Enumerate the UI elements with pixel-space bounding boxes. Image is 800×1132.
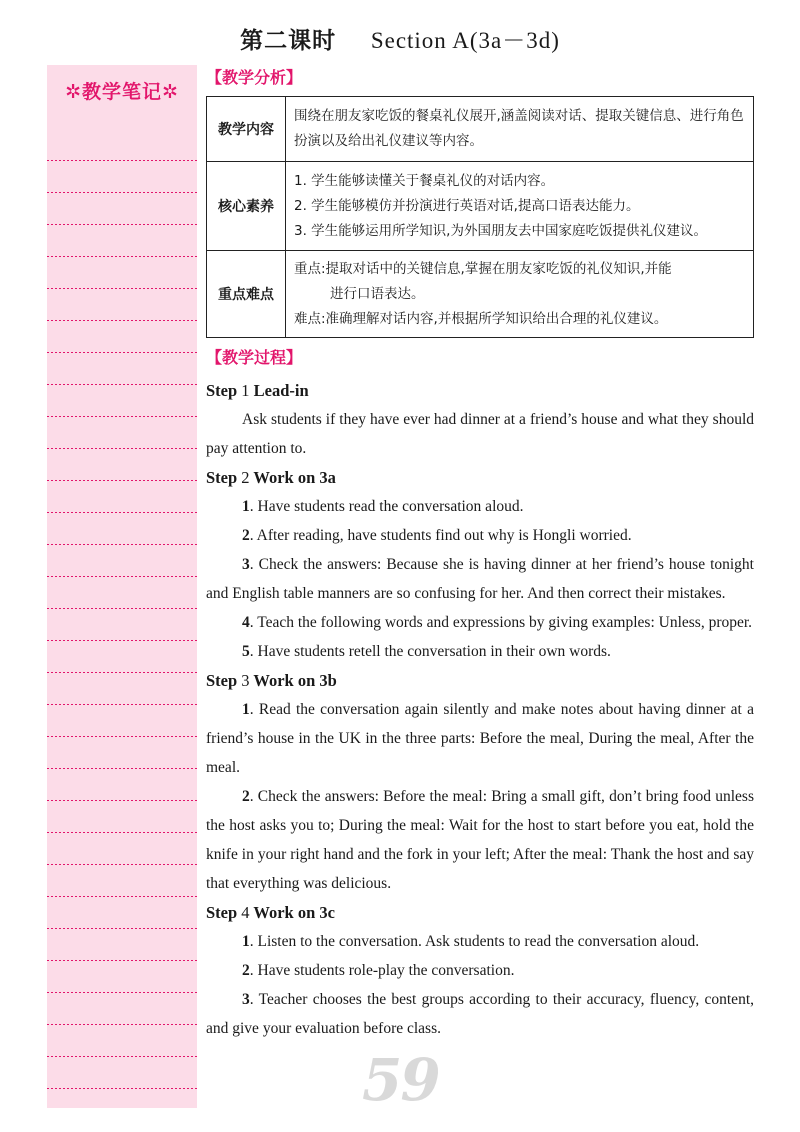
sidebar-title: ✲教学笔记✲ [65, 81, 179, 103]
step-number: 4 [241, 903, 250, 922]
table-row [207, 251, 754, 338]
step-paragraph [206, 405, 754, 463]
item-number: 3 [242, 991, 250, 1008]
item-text: . Check the answers: Before the meal: Bring a small gift, don’t bring food unless the host asks you to; During the meal: Wait for the host to start before you eat, hold the knife in your right hand and the fork in your left; After the meal: Thank the host and say that everything was delicious. [206, 788, 754, 892]
page-title [0, 22, 800, 55]
content-line: 3. 学生能够运用所学知识,为外国朋友去中国家庭吃饭提供礼仪建议。 [294, 222, 707, 239]
item-text: . Check the answers: Because she is having dinner at her friend’s house tonight and English table manners are so confusing for her. And then correct their mistakes. [206, 556, 754, 602]
notes-sidebar [47, 65, 197, 1108]
step-paragraph [206, 608, 754, 637]
process-heading: 【教学过程】 [206, 348, 303, 367]
step-paragraph [206, 985, 754, 1043]
step-word: Step [206, 468, 238, 487]
step-title [206, 376, 754, 405]
item-text: . Teacher chooses the best groups according to their accuracy, fluency, content, and give your evaluation before class. [206, 991, 754, 1037]
content-line: 围绕在朋友家吃饭的餐桌礼仪展开,涵盖阅读对话、提取关键信息、进行角色扮演以及给出礼仪建议等内容。 [294, 108, 744, 149]
item-number: 1 [242, 933, 250, 950]
step-paragraph [206, 550, 754, 608]
analysis-heading: 【教学分析】 [206, 68, 303, 87]
content-line: 1. 学生能够读懂关于餐桌礼仪的对话内容。 [294, 172, 555, 189]
step-number: 3 [241, 671, 250, 690]
table-row [207, 162, 754, 251]
item-text: . Listen to the conversation. Ask students to read the conversation aloud. [249, 933, 700, 950]
step-paragraph [206, 782, 754, 898]
content-line: 重点:提取对话中的关键信息,掌握在朋友家吃饭的礼仪知识,并能 [294, 260, 672, 277]
row-label: 重点难点 [207, 251, 286, 338]
section-label: Section A(3a－3d) [370, 28, 560, 53]
step-name: Work on 3c [253, 903, 335, 922]
row-label: 教学内容 [207, 97, 286, 162]
lesson-label: 第二课时 [240, 28, 337, 53]
item-text: . Have students role-play the conversation. [249, 962, 515, 979]
step-number: 2 [241, 468, 250, 487]
step-paragraph [206, 927, 754, 956]
step-paragraph [206, 521, 754, 550]
step-title [206, 463, 754, 492]
step-title [206, 898, 754, 927]
step-number: 1 [241, 381, 250, 400]
step-paragraph [206, 492, 754, 521]
step-title [206, 666, 754, 695]
item-number: 5 [242, 643, 250, 660]
step-name: Lead-in [253, 381, 309, 400]
step-paragraph [206, 956, 754, 985]
content-line: 进行口语表达。 [330, 285, 425, 302]
step-name: Work on 3a [253, 468, 336, 487]
item-number: 2 [242, 962, 250, 979]
item-number: 1 [242, 498, 250, 515]
step-word: Step [206, 381, 238, 400]
item-number: 4 [242, 614, 250, 631]
item-text: . Read the conversation again silently and make notes about having dinner at a friend’s house in the UK in the three parts: Before the meal, During the meal, After the meal. [206, 701, 754, 776]
item-text: . Have students retell the conversation in their own words. [249, 643, 611, 660]
item-text: . Teach the following words and expressions by giving examples: Unless, proper. [249, 614, 753, 631]
item-text: . Have students read the conversation aloud. [249, 498, 524, 515]
item-text: Ask students if they have ever had dinner at a friend’s house and what they should pay attention to. [206, 411, 754, 457]
step-word: Step [206, 671, 238, 690]
process-section [206, 346, 754, 1043]
row-label: 核心素养 [207, 162, 286, 251]
item-number: 3 [242, 556, 250, 573]
content-line: 难点:准确理解对话内容,并根据所学知识给出合理的礼仪建议。 [294, 310, 668, 327]
step-name: Work on 3b [253, 671, 337, 690]
page-number: 59 [362, 1046, 439, 1114]
item-number: 1 [242, 701, 250, 718]
step-word: Step [206, 903, 238, 922]
row-content [286, 97, 754, 162]
step-paragraph [206, 637, 754, 666]
content-line: 2. 学生能够模仿并扮演进行英语对话,提高口语表达能力。 [294, 197, 640, 214]
step-paragraph [206, 695, 754, 782]
steps-list [206, 376, 754, 1043]
note-lines [47, 129, 197, 1104]
row-content [286, 251, 754, 338]
table-row [207, 97, 754, 162]
analysis-table [206, 96, 754, 338]
main-content [206, 66, 754, 1043]
item-number: 2 [242, 788, 250, 805]
row-content [286, 162, 754, 251]
item-text: . After reading, have students find out why is Hongli worried. [249, 527, 632, 544]
item-number: 2 [242, 527, 250, 544]
